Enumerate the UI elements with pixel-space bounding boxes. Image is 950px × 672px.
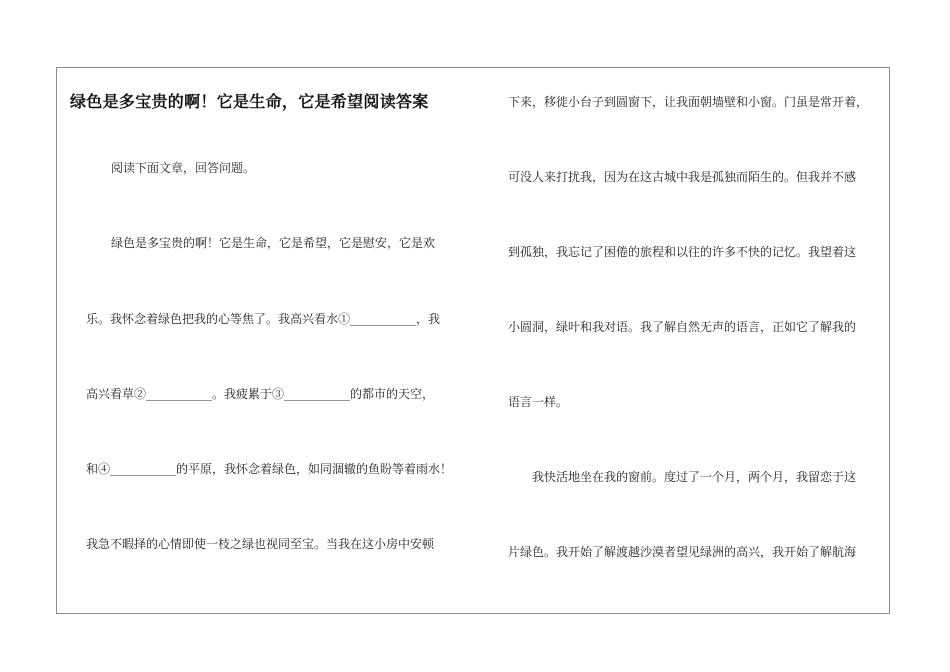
right-line-1: 下来，移徙小台子到圆窗下，让我面朝墙壁和小窗。门虽是常开着， (508, 95, 869, 109)
left-line-3: 高兴看草②___________。我疲累于③___________的都市的天空， (86, 387, 435, 401)
left-line-1: 绿色是多宝贵的啊！它是生命，它是希望，它是慰安，它是欢 (111, 236, 436, 250)
page-frame (56, 67, 890, 614)
left-line-instruction: 阅读下面文章，回答问题。 (111, 161, 256, 175)
left-line-5: 我急不暇择的心情即使一枝之绿也视同至宝。当我在这小房中安顿 (86, 537, 435, 551)
right-line-3: 到孤独，我忘记了困倦的旅程和以往的许多不快的记忆。我望着这 (508, 245, 857, 259)
right-line-2: 可没人来打扰我，因为在这古城中我是孤独而陌生的。但我并不感 (508, 170, 857, 184)
right-line-7: 片绿色。我开始了解渡越沙漠者望见绿洲的高兴，我开始了解航海 (508, 545, 857, 559)
left-line-2: 乐。我怀念着绿色把我的心等焦了。我高兴看水①___________，我 (86, 312, 441, 326)
right-line-5: 语言一样。 (508, 395, 569, 409)
right-line-6: 我快活地坐在我的窗前。度过了一个月，两个月，我留恋于这 (532, 470, 857, 484)
right-line-4: 小圆洞，绿叶和我对语。我了解自然无声的语言，正如它了解我的 (508, 320, 857, 334)
left-line-4: 和④___________的平原，我怀念着绿色，如同涸辙的鱼盼等着雨水！ (86, 462, 453, 476)
article-title: 绿色是多宝贵的啊！它是生命，它是希望阅读答案 (70, 92, 429, 111)
